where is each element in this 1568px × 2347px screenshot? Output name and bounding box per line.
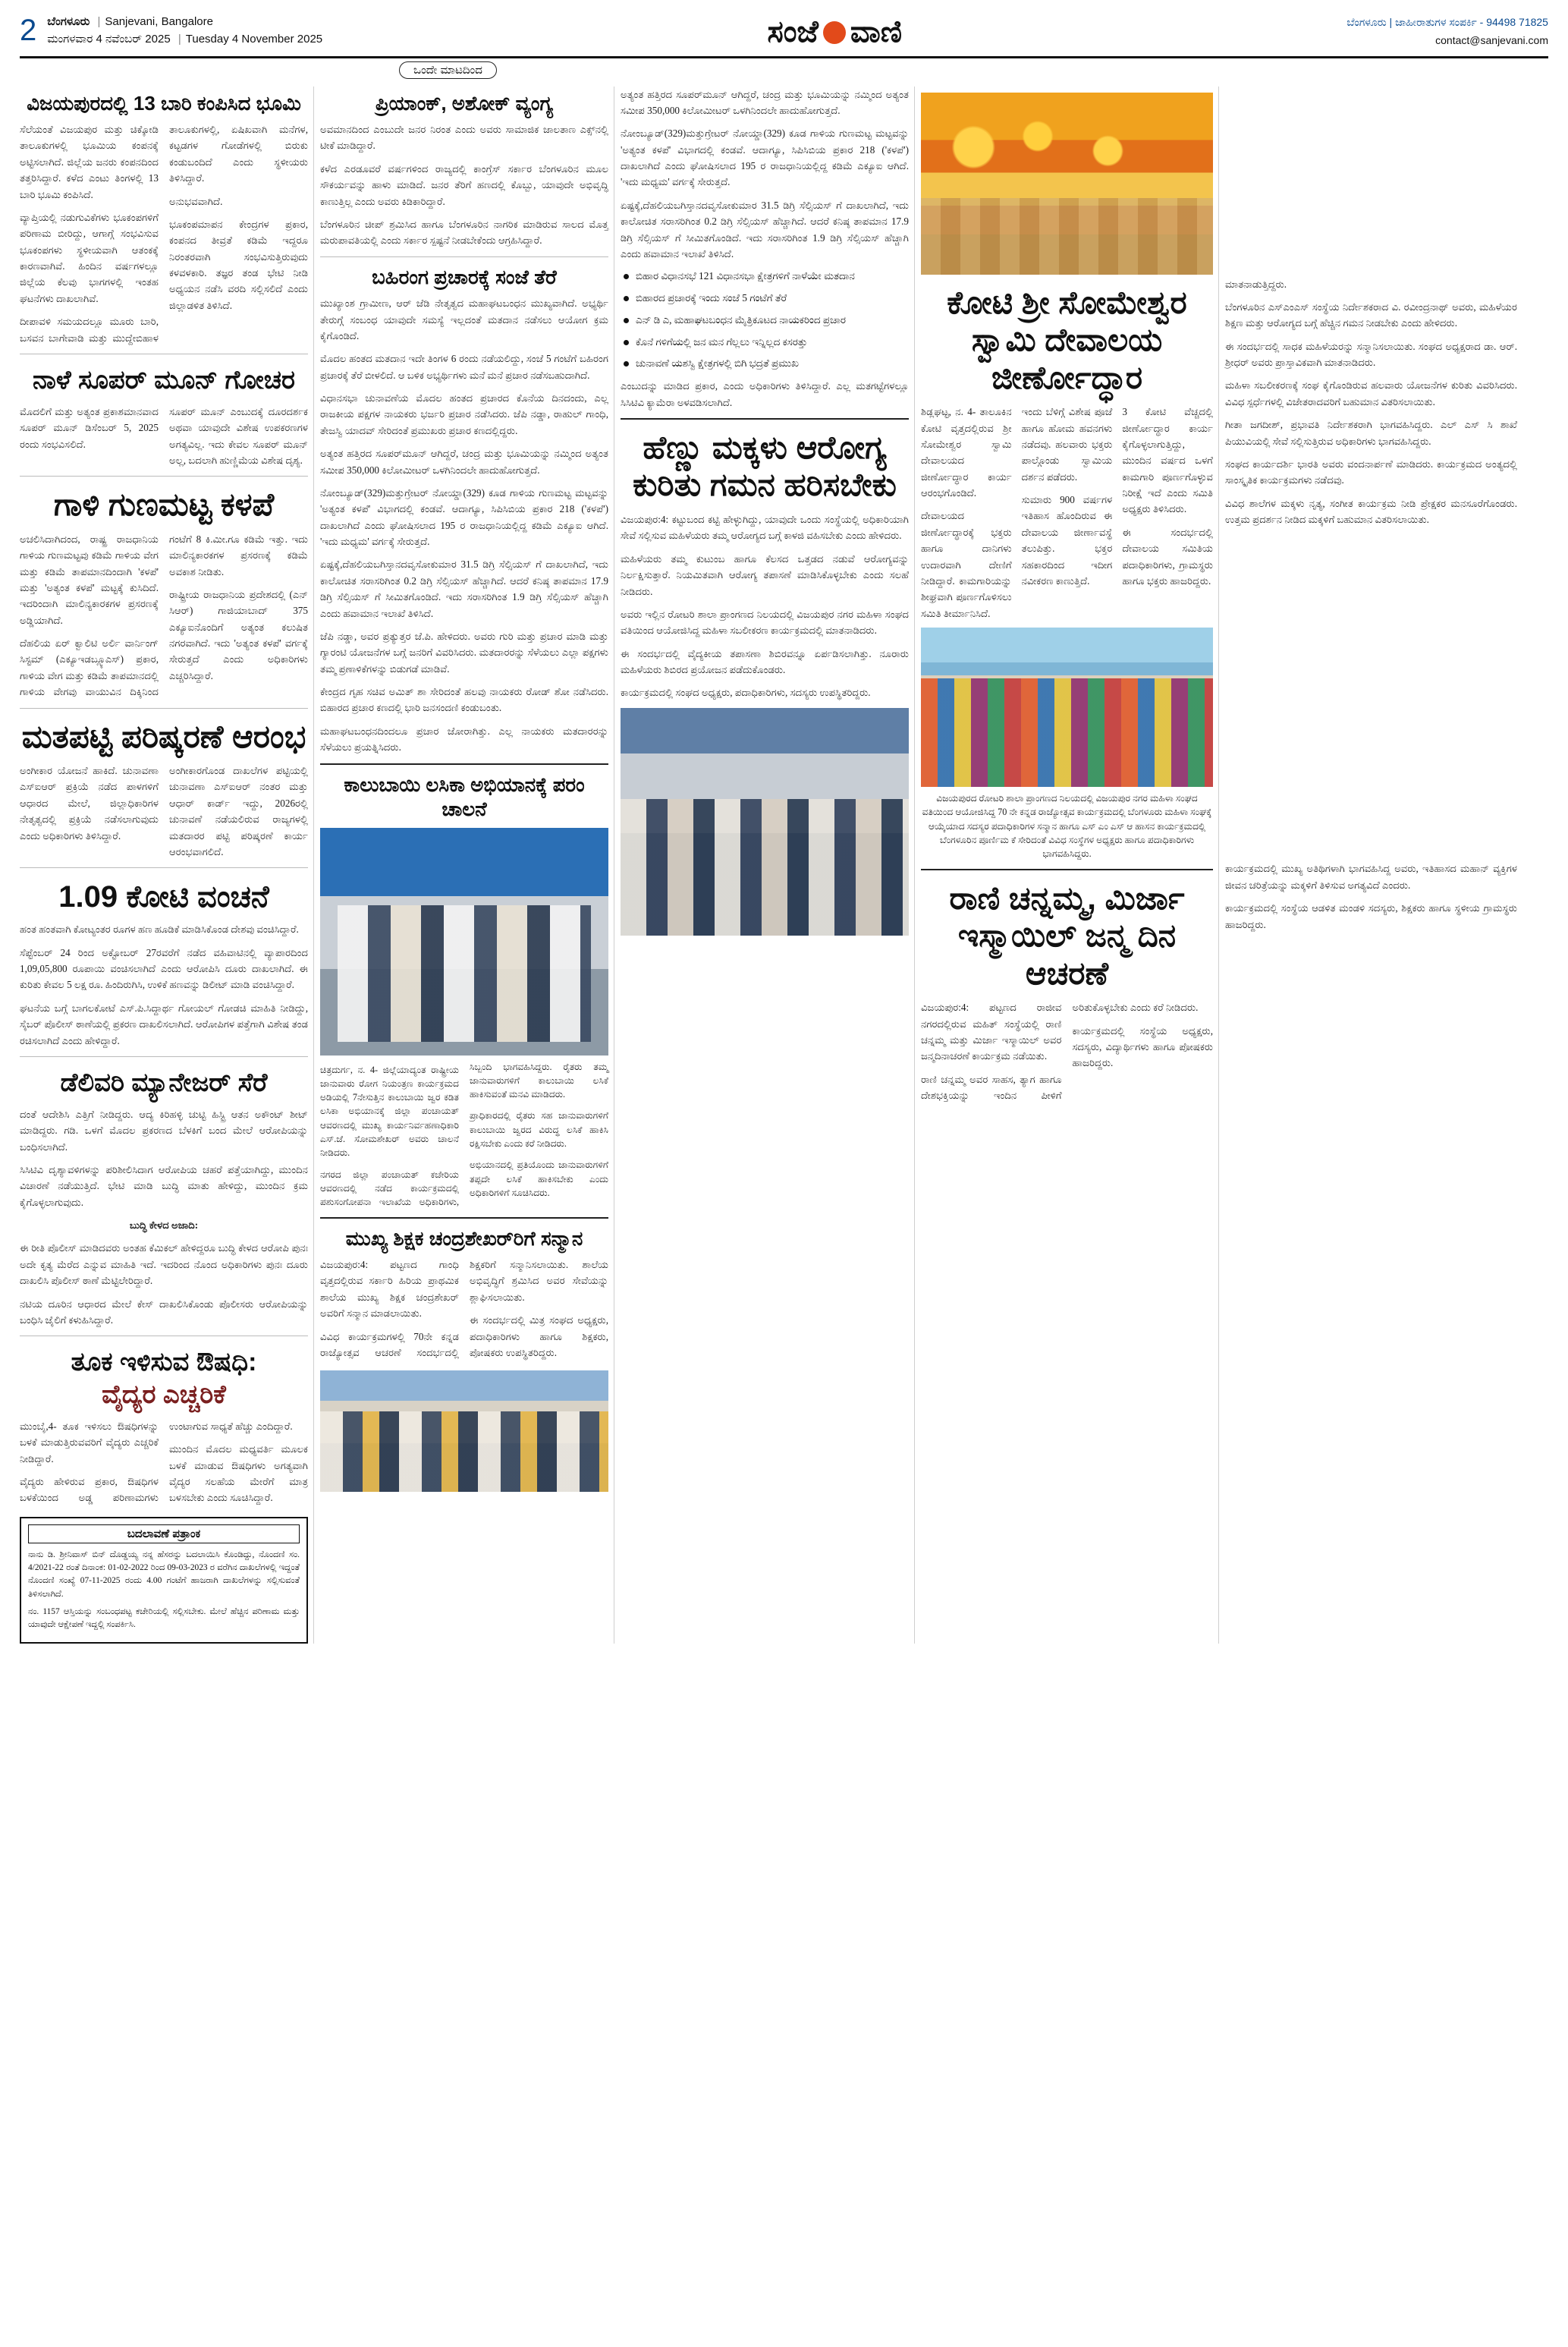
paragraph: ಜೆಪಿ ನಡ್ಡಾ, ಅವರ ಪ್ರತ್ಯುತ್ತರ ಜೆ.ಪಿ. ಹೇಳಿದರು. ಅವರು ಗುರಿ ಮತ್ತು ಪ್ರಚಾರ ಮಾಡಿ ಮತ್ತು ಗ್ಯಾರಂಟಿ ಯೋಜನೆಗಳ ಬಗ್ಗೆ ಜನರಿಗೆ ವಿವರಿಸಿದರು. ಮತದಾರರನ್ನು ಸೆಳೆಯಲು ಎಲ್ಲಾ ಪಕ್ಷಗಳು ತಮ್ಮ ಪ್ರಣಾಳಿಕೆಗಳನ್ನು ಬಿಡುಗಡೆ ಮಾಡಿವೆ. (320, 630, 608, 675)
paragraph: ಈ ಸಂದರ್ಭದಲ್ಲಿ ವೈದ್ಯಕೀಯ ತಪಾಸಣಾ ಶಿಬಿರವನ್ನೂ ಏರ್ಪಡಿಸಲಾಗಿತ್ತು. ನೂರಾರು ಮಹಿಳೆಯರು ಶಿಬಿರದ ಪ್ರಯೋಜನ ಪಡೆದುಕೊಂಡರು. (621, 647, 909, 676)
paragraph: ಎಂಬುದನ್ನು ಮಾಡಿದ ಪ್ರಕಾರ, ಎಂದು ಅಧಿಕಾರಿಗಳು ತಿಳಿಸಿದ್ದಾರೆ. ಎಲ್ಲ ಮತಗಟ್ಟೆಗಳಲ್ಲೂ ಸಿಸಿಟಿವಿ ಕ್ಯಾಮೆರಾ ಅಳವಡಿಸಲಾಗಿದೆ. (621, 380, 909, 408)
article-title-weightloss-2: ವೈದ್ಯರ ಎಚ್ಚರಿಕೆ (102, 1380, 226, 1410)
photo-caption-womens-association: ವಿಜಯಪುರದ ರೋಟರಿ ಶಾಲಾ ಪ್ರಾಂಗಣದ ನಿಲಯದಲ್ಲಿ ವಿಜಯಪುರ ನಗರ ಮಹಿಳಾ ಸಂಘದ ವತಿಯಿಂದ ಆಯೋಜಿಸಿದ್ದ 70 ನೇ ಕನ್ನಡ ರಾಜ್ಯೋತ್ಸವ ಕಾರ್ಯಕ್ರಮದಲ್ಲಿ ಬೆಂಗಳೂರು ಮಹಿಳಾ ಸಂಘಕ್ಕೆ ಆಯ್ಕೆಯಾದ ಸದಸ್ಯರ ಪದಾಧಿಕಾರಿಗಳ ಸನ್ಮಾನ ಹಾಗೂ ಎಸ್ ಎಂ ಎಸ್ ಆ ಹಾಸನ ಕಾರ್ಯಕ್ರಮದಲ್ಲಿ ಬೆಂಗಳೂರಿನ ಪೂರ್ಣಿಮ ಕೆ ಸೇರಿದಂತೆ ವಿವಿಧ ಸಂಸ್ಥೆಗಳ ಅಧ್ಯಕ್ಷರು ಹಾಗೂ ಪದಾಧಿಕಾರಿಗಳು ಭಾಗವಹಿಸಿದ್ದರು. (922, 793, 1212, 860)
article-body-vaccination (320, 1060, 608, 1210)
divider (20, 1056, 308, 1057)
article-body-campaign-ends (320, 295, 608, 755)
paragraph: ಅತ್ಯಂತ ಹತ್ತಿರದ ಸೂಪರ್‌ಮೂನ್ ಆಗಿದ್ದರೆ, ಚಂದ್ರ ಮತ್ತು ಭೂಮಿಯನ್ನು ನಮ್ಮಿಂದ ಅತ್ಯಂತ ಸಮೀಪ 350,000 ಕಿಲೋಮೀಟರ್ ಒಳಗಿನಿಂದಲೇ ಹಾದುಹೋಗುತ್ತದೆ. (320, 448, 608, 476)
paragraph: ಅವಮಾನದಿಂದ ಎಂಬುದೇ ಜನರ ನಿರಂತ ಎಂದು ಅವರು ಸಾಮಾಜಿಕ ಜಾಲತಾಣ ಎಕ್ಸ್‌ನಲ್ಲಿ ಟೀಕೆ ಮಾಡಿದ್ದಾರೆ. (320, 124, 608, 152)
paragraph: ಅತ್ಯಂತ ಹತ್ತಿರದ ಸೂಪರ್‌ಮೂನ್ ಆಗಿದ್ದರೆ, ಚಂದ್ರ ಮತ್ತು ಭೂಮಿಯನ್ನು ನಮ್ಮಿಂದ ಅತ್ಯಂತ ಸಮೀಪ 350,000 ಕಿಲೋಮೀಟರ್ ಒಳಗಿನಿಂದಲೇ ಹಾದುಹೋಗುತ್ತದೆ. (621, 88, 909, 116)
paragraph: ಹಂತ ಹಂತವಾಗಿ ಕೋಟ್ಯಂತರ ರೂಗಳ ಹಣ ಹೂಡಿಕೆ ಮಾಡಿಸಿಕೊಂಡ ದೇಶವು ವಂಚಿಸಿದ್ದಾರೆ. (20, 923, 299, 936)
paragraph: ಸೆಪ್ಟೆಂಬರ್ 24 ರಿಂದ ಅಕ್ಟೋಬರ್ 27ರವರೆಗೆ ನಡೆದ ವಹಿವಾಟಿನಲ್ಲಿ ವ್ಯಾಪಾರದಿಂದ 1,09,05,800 ರೂಪಾಯಿ ವಂಚಿಸಲಾಗಿದೆ ಎಂದು ಆರೋಪಿಸಿ ದೂರು ದಾಖಲಾಗಿದೆ. ಈ ಕುರಿತು ಕೇವಲ 5 ಲಕ್ಷ ರೂ. ಹಿಂದಿರುಗಿಸಿ, ಉಳಿಕೆ ಹಣವನ್ನು ಡಿಲೀಟ್ ಮಾಡಿ ವಂಚಿಸಿದ್ದಾರೆ. (20, 946, 308, 991)
masthead-city-kn: ಬೆಂಗಳೂರು (47, 15, 90, 28)
publication-logo (767, 14, 902, 49)
page-number: 2 (20, 14, 37, 47)
column-3 (621, 87, 909, 1644)
paragraph: ಸೆಲೆಯಂತೆ ವಿಜಯಪುರ ಮತ್ತು ಚಿಕ್ಕೋಡಿ ತಾಲೂಕುಗಳಲ್ಲಿ ಭೂಮಿಯ ಕಂಪನಕ್ಕೆ ಅಟ್ಟಿಸಲಾಗಿದೆ. ಜಿಲ್ಲೆಯ ಜನರು ಕಂಪನದಿಂದ ತತ್ತರಿಸಿದ್ದಾರೆ. ಕಳೆದ ಎಂಟು ತಿಂಗಳಲ್ಲಿ 13 ಬಾರಿ ಭೂಮಿ ಕಂಪಿಸಿದೆ. (20, 124, 159, 200)
article-body-voter-roll (20, 763, 308, 860)
paragraph: ವೈದ್ಯರು ಹೇಳಿರುವ ಪ್ರಕಾರ, ಔಷಧಿಗಳ ಬಳಕೆಯಿಂದ ಅಡ್ಡ ಪರಿಣಾಮಗಳು ಉಂಟಾಗುವ ಸಾಧ್ಯತೆ ಹೆಚ್ಚು ಎಂದಿದ್ದಾರೆ. (20, 1420, 293, 1504)
column-5 (1225, 87, 1517, 1644)
paragraph: ಅಂಗೀಕಾರ ಯೋಜನೆ ಹಾಕಿದೆ. ಚುನಾವಣಾ ಎಸ್‌ಐಆರ್‌ ಪ್ರಕ್ರಿಯೆ ನಡೆದ ಪಾಳಗಳಿಗೆ ಆಧಾರದ ಮೇಲೆ, ಜಿಲ್ಲಾಧಿಕಾರಿಗಳ ನೇತೃತ್ವದಲ್ಲಿ ಪ್ರಕ್ರಿಯೆ ನಡೆಸಲಾಗುವುದು ಎಂದು ಅಧಿಕಾರಿಗಳು ತಿಳಿಸಿದ್ದಾರೆ. (20, 765, 159, 842)
article-title-air-quality: ಗಾಳಿ ಗುಣಮಟ್ಟ ಕಳಪೆ (53, 486, 275, 523)
paragraph: ಕಾರ್ಯಕ್ರಮದಲ್ಲಿ ಮುಖ್ಯ ಅತಿಥಿಗಳಾಗಿ ಭಾಗವಹಿಸಿದ್ದ ಅವರು, ಇತಿಹಾಸದ ಮಹಾನ್ ವ್ಯಕ್ತಿಗಳ ಜೀವನ ಚರಿತ್ರೆಯನ್ನು ಮಕ್ಕಳಿಗೆ ತಿಳಿಸುವ ಅಗತ್ಯವಿದೆ ಎಂದರು. (1225, 863, 1517, 891)
article-body-priyank-ashok (320, 121, 608, 249)
paragraph: ಇಂದು ಬೆಳಿಗ್ಗೆ ವಿಶೇಷ ಪೂಜೆ ಹಾಗೂ ಹೋಮ ಹವನಗಳು ನಡೆದವು. ಹಲವಾರು ಭಕ್ತರು ಪಾಲ್ಗೊಂಡು ಸ್ವಾಮಿಯ ದರ್ಶನ ಪಡೆದರು. (1021, 406, 1113, 483)
paragraph: ಅವರು ಇಲ್ಲಿನ ರೋಟರಿ ಶಾಲಾ ಪ್ರಾಂಗಣದ ನಿಲಯದಲ್ಲಿ ವಿಜಯಪುರ ನಗರ ಮಹಿಳಾ ಸಂಘದ ವತಿಯಿಂದ ಆಯೋಜಿಸಿದ್ದ ಮಹಿಳಾ ಸಬಲೀಕರಣ ಕಾರ್ಯಕ್ರಮದಲ್ಲಿ ಮಾತನಾಡಿದರು. (621, 608, 909, 637)
article-body-anniversary-continued (1225, 860, 1517, 933)
paragraph: ಸಿಸಿಟಿವಿ ದೃಶ್ಯಾವಳಿಗಳನ್ನು ಪರಿಶೀಲಿಸಿದಾಗ ಆರೋಪಿಯ ಚಹರೆ ಪತ್ತೆಯಾಗಿದ್ದು, ಮುಂದಿನ ವಿಚಾರಣೆ ನಡೆಯುತ್ತಿದೆ. ಭೇಟಿ ಮಾಡಿ ಬುದ್ಧಿ ಮಾತು ಹೇಳಿದ್ದು, ಮುಂದಿನ ಕ್ರಮ ಕೈಗೊಳ್ಳಲಾಗುವುದು. (20, 1163, 308, 1208)
list-item: ಬಿಹಾರ ವಿಧಾನಸಭೆ 121 ವಿಧಾನಸಭಾ ಕ್ಷೇತ್ರಗಳಿಗೆ ನಾಳೆಯೇ ಮತದಾನ (624, 269, 909, 285)
masthead-date-kn: ಮಂಗಳವಾರ 4 ನವೆಂಬರ್ 2025 (47, 32, 171, 46)
divider (20, 708, 308, 709)
list-item: ಎನ್ ಡಿ ಎ, ಮಹಾಘಟಬಂಧನ ಮೈತ್ರಿಕೂಟದ ನಾಯಕರಿಂದ ಪ್ರಚಾರ (624, 313, 909, 329)
caption-paragraph: ನಗರದ ಜಿಲ್ಲಾ ಪಂಚಾಯತ್ ಕಚೇರಿಯ ಆವರಣದಲ್ಲಿ ನಡೆದ ಕಾರ್ಯಕ್ರಮದಲ್ಲಿ ಪಶುಸಂಗೋಪನಾ ಇಲಾಖೆಯ ಅಧಿಕಾರಿಗಳು, ಸಿಬ್ಬಂದಿ ಭಾಗವಹಿಸಿದ್ದರು. ರೈತರು ತಮ್ಮ ಜಾನುವಾರುಗಳಿಗೆ ಕಾಲುಬಾಯಿ ಲಸಿಕೆ ಹಾಕಿಸುವಂತೆ ಮನವಿ ಮಾಡಿದರು. (320, 1061, 608, 1208)
paragraph: ಅಚಲಿಸಿದಾಗಿದಂದ, ರಾಷ್ಟ್ರ ರಾಜಧಾನಿಯ ಗಾಳಿಯ ಗುಣಮಟ್ಟವು ಕಡಿಮೆ ಗಾಳಿಯ ವೇಗ ಮತ್ತು ಕಡಿಮೆ ತಾಪಮಾನದಿಂದಾಗಿ 'ಕಳಪೆ' ಮತ್ತು 'ಅತ್ಯಂತ ಕಳಪೆ' ಮಟ್ಟಕ್ಕೆ ಕುಸಿದಿದೆ. ಇದರಿಂದಾಗಿ ಮಾಲಿನ್ಯಕಾರಕಗಳ ಪ್ರಸರಣಕ್ಕೆ ಅಡ್ಡಿಯಾಗಿದೆ. (20, 533, 159, 626)
paragraph: ಬೆಂಗಳೂರಿನ ಎಸ್‌ಎಂಎಸ್ ಸಂಸ್ಥೆಯ ನಿರ್ದೇಶಕರಾದ ವಿ. ರವೀಂದ್ರನಾಥ್ ಅವರು, ಮಹಿಳೆಯರ ಶಿಕ್ಷಣ ಮತ್ತು ಆರೋಗ್ಯದ ಬಗ್ಗೆ ಹೆಚ್ಚಿನ ಗಮನ ನೀಡಬೇಕು ಎಂದು ಹೇಳಿದರು. (1225, 300, 1517, 329)
paragraph: ರಾಣಿ ಚನ್ನಮ್ಮ ಅವರ ಸಾಹಸ, ತ್ಯಾಗ ಹಾಗೂ ದೇಶಭಕ್ತಿಯನ್ನು ಇಂದಿನ ಪೀಳಿಗೆ ಅರಿತುಕೊಳ್ಳಬೇಕು ಎಂದು ಕರೆ ನೀಡಿದರು. (921, 1002, 1199, 1102)
paragraph: ಮುಖ್ಯಾಂಶ ಗ್ರಾಮೀಣ, ಆರ್ ಜೆಡಿ ನೇತೃತ್ವದ ಮಹಾಘಟಬಂಧನ ಮುಖ್ಯವಾಗಿದೆ. ಅಭ್ಯರ್ಥಿ ತೇರುಗ್ಗೆ ಸಂಬಂಧ ಯಾವುದೇ ಸಮಸ್ಯೆ ಇಲ್ಲದಂತೆ ಮತದಾನ ನಡೆಸಲು ಆಯೋಗ ಕ್ರಮ ಕೈಗೊಂಡಿದೆ. (320, 297, 608, 341)
article-body-temple-renovation (921, 404, 1213, 621)
paragraph: ಸುಮಾರು 900 ವರ್ಷಗಳ ಇತಿಹಾಸ ಹೊಂದಿರುವ ಈ ದೇವಾಲಯ ಜೀರ್ಣಾವಸ್ಥೆ ತಲುಪಿತ್ತು. ಭಕ್ತರ ಸಹಕಾರದಿಂದ ಇದೀಗ ನವೀಕರಣ ಕಾಣುತ್ತಿದೆ. (1021, 494, 1113, 587)
dateline: ಮುಂಬೈ,4- ತೂಕ ಇಳಿಸಲು ಔಷಧಿಗಳನ್ನು ಬಳಕೆ ಮಾಡುತ್ತಿರುವವರಿಗೆ ವೈದ್ಯರು ಎಚ್ಚರಿಕೆ ನೀಡಿದ್ದಾರೆ. (20, 1420, 159, 1465)
masthead-left (20, 14, 322, 48)
article-title-campaign-ends: ಬಹಿರಂಗ ಪ್ರಚಾರಕ್ಕೆ ಸಂಜೆ ತೆರೆ (372, 265, 557, 288)
divider (20, 867, 308, 868)
notice-paragraph: ನಾನು ಡಿ. ಶ್ರೀನಿವಾಸ್ ಬಿನ್ ದೊಡ್ಡಯ್ಯ ನನ್ನ ಹೆಸರನ್ನು ಬದಲಾಯಿಸಿ ಕೊಂಡಿದ್ದು, ನೊಂದಣಿ ಸಂ. 4/2021-22 ರಂತೆ ದಿನಾಂಕ: 01-02-2022 ರಿಂದ 09-03-2023 ರ ವರೆಗಿನ ದಾಖಲೆಗಳಲ್ಲಿ ಇದ್ದಂತೆ ನೊಂದಣಿ ಸಂಖ್ಯೆ 07-11-2025 ರಂದು 4.00 ಗಂಟೆಗೆ ಹಾಜರಾಗಿ ದಾಖಲೆಗಳನ್ನು ಸಲ್ಲಿಸುವಂತೆ ತಿಳಿಸಲಾಗಿದೆ. (28, 1550, 300, 1599)
paragraph: ವಿಜಯಪುರ:4: ಪಟ್ಟಣದ ಗಾಂಧಿ ವೃತ್ತದಲ್ಲಿರುವ ಸರ್ಕಾರಿ ಹಿರಿಯ ಪ್ರಾಥಮಿಕ ಶಾಲೆಯ ಮುಖ್ಯ ಶಿಕ್ಷಕ ಚಂದ್ರಶೇಖರ್ ಅವರಿಗೆ ಸನ್ಮಾನ ಮಾಡಲಾಯಿತು. (320, 1259, 459, 1320)
article-title-girls-health: ಹೆಣ್ಣು ಮಕ್ಕಳು ಆರೋಗ್ಯ ಕುರಿತು ಗಮನ ಹರಿಸಬೇಕು (633, 429, 897, 503)
photo-vaccination-launch (320, 828, 608, 1056)
spacer (1225, 87, 1517, 276)
article-title-earthquake: ವಿಜಯಪುರದಲ್ಲಿ 13 ಬಾರಿ ಕಂಪಿಸಿದ ಭೂಮಿ (27, 91, 301, 115)
paragraph: ನೋಂಬ್ಯೂಡ್(329)ಮತ್ತುಗ್ರೇಟರ್ ನೋಯ್ಡಾ(329) ಕೂಡ ಗಾಳಿಯ ಗುಣಮಟ್ಟ ಮಟ್ಟವನ್ನು 'ಅತ್ಯಂತ ಕಳಪೆ' ವಿಭಾಗದಲ್ಲಿ ಕಂಡವೆ. ಆದಾಗ್ಯೂ, ಸಿಪಿಸಿಬಿಯ ಪ್ರಕಾರ 218 ('ಕಳಪೆ') ದಾಖಲಾಗಿದೆ ಎಂದು ಘೋಷಿಸಲಾದ 195 ರ ರಾಜಧಾನಿಯಲ್ಲಿದ್ದ ಕಡಿಮೆ ಎಕ್ಯೂಐ ಆಗಿದೆ. 'ಇದು ಮಧ್ಯಮ' ವರ್ಗಕ್ಕೆ ಸೇರುತ್ತದೆ. (320, 486, 608, 548)
paragraph: ಈ ಸಂದರ್ಭದಲ್ಲಿ ಮಿತ್ರ ಸಂಘದ ಅಧ್ಯಕ್ಷರು, ಪದಾಧಿಕಾರಿಗಳು ಹಾಗೂ ಶಿಕ್ಷಕರು, ಪೋಷಕರು ಉಪಸ್ಥಿತರಿದ್ದರು. (470, 1314, 608, 1358)
logo-dot-icon (823, 21, 846, 44)
paragraph: 3 ಕೋಟಿ ವೆಚ್ಚದಲ್ಲಿ ಜೀರ್ಣೋದ್ಧಾರ ಕಾರ್ಯ ಕೈಗೊಳ್ಳಲಾಗುತ್ತಿದ್ದು, ಮುಂದಿನ ವರ್ಷದ ಒಳಗೆ ಕಾಮಗಾರಿ ಪೂರ್ಣಗೊಳ್ಳುವ ನಿರೀಕ್ಷೆ ಇದೆ ಎಂದು ಸಮಿತಿ ಅಧ್ಯಕ್ಷರು ತಿಳಿಸಿದರು. (1122, 406, 1213, 515)
paragraph: ಮೊದಲ ಹಂತದ ಮತದಾನ ಇದೇ ತಿಂಗಳ 6 ರಂದು ನಡೆಯಲಿದ್ದು, ಸಂಜೆ 5 ಗಂಟೆಗೆ ಬಹಿರಂಗ ಪ್ರಚಾರಕ್ಕೆ ತೆರೆ ಬೀಳಲಿದೆ. ಆ ಬಳಿಕ ಅಭ್ಯರ್ಥಿಗಳು ಮನೆ ಮನೆ ಪ್ರಚಾರ ನಡೆಸಬಹುದಾಗಿದೆ. (320, 353, 608, 381)
paragraph: ಕಾರ್ಯಕ್ರಮದಲ್ಲಿ ಸಂಘದ ಅಧ್ಯಕ್ಷರು, ಪದಾಧಿಕಾರಿಗಳು, ಸದಸ್ಯರು ಉಪಸ್ಥಿತರಿದ್ದರು. (621, 687, 871, 699)
article-body-birth-anniversary (921, 999, 1213, 1103)
paragraph: ಮುಂದಿನ ಮೊದಲ ಮಧ್ಯವರ್ತಿ ಮೂಲಕ ಬಳಕೆ ಮಾಡುವ ಔಷಧಿಗಳು ಅಗತ್ಯವಾಗಿ ವೈದ್ಯರ ಸಲಹೆಯ ಮೇರೆಗೆ ಮಾತ್ರ ಬಳಸಬೇಕು ಎಂದು ಸೂಚಿಸಿದ್ದಾರೆ. (169, 1443, 308, 1504)
article-title-priyank-ashok: ಪ್ರಿಯಾಂಕ್, ಅಶೋಕ್ ವ್ಯಂಗ್ಯ (375, 91, 554, 115)
paragraph: ವಿಜಯಪುರ:4: ಪಟ್ಟಣದ ರಾಜೀವ ನಗರದಲ್ಲಿರುವ ಮಹಿತ್ ಸಂಸ್ಥೆಯಲ್ಲಿ ರಾಣಿ ಚನ್ನಮ್ಮ ಮತ್ತು ಮಿರ್ಜಾ ಇಸ್ಮಾಯಿಲ್ ಅವರ ಜನ್ಮದಿನಾಚರಣೆ ಕಾರ್ಯಕ್ರಮ ನಡೆಯಿತು. (921, 1002, 1062, 1062)
paragraph: ನೋಂಬ್ಯೂಡ್(329)ಮತ್ತುಗ್ರೇಟರ್ ನೋಯ್ಡಾ(329) ಕೂಡ ಗಾಳಿಯ ಗುಣಮಟ್ಟ ಮಟ್ಟವನ್ನು 'ಅತ್ಯಂತ ಕಳಪೆ' ವಿಭಾಗದಲ್ಲಿ ಕಂಡವೆ. ಆದಾಗ್ಯೂ, ಸಿಪಿಸಿಬಿಯ ಪ್ರಕಾರ 218 ('ಕಳಪೆ') ದಾಖಲಾಗಿದೆ ಎಂದು ಘೋಷಿಸಲಾದ 195 ರ ರಾಜಧಾನಿಯಲ್ಲಿದ್ದ ಕಡಿಮೆ ಎಕ್ಯೂಐ ಆಗಿದೆ. 'ಇದು ಮಧ್ಯಮ' ವರ್ಗಕ್ಕೆ ಸೇರುತ್ತದೆ. (621, 127, 909, 188)
paragraph: ರಾಷ್ಟ್ರೀಯ ರಾಜಧಾನಿಯ ಪ್ರದೇಶದಲ್ಲಿ (ಎನ್ ಸಿಆರ್) ಗಾಜಿಯಾಬಾದ್ 375 ಎಕ್ಯೂಐನೊಂದಿಗೆ ಅತ್ಯಂತ ಕಲುಷಿತ ನಗರವಾಗಿದೆ. ಇದು 'ಅತ್ಯಂತ ಕಳಪೆ' ವರ್ಗಕ್ಕೆ ಸೇರುತ್ತದೆ ಎಂದು ಅಧಿಕಾರಿಗಳು ಎಚ್ಚರಿಸಿದ್ದಾರೆ. (169, 588, 308, 681)
paragraph: ಈ ರೀತಿ ಪೊಲೀಸ್ ಮಾಡಿದವರು ಅಂತಹ ಕೆಮಿಕಲ್ ಹೇಳಿದ್ದರೂ ಬುದ್ಧಿ ಕೇಳದ ಆರೋಪಿ ಪುನಃ ಅದೇ ಕೃತ್ಯ ಮೆರೆದ ಎನ್ನುವ ಮಾಹಿತಿ ಇದೆ. ಇದರಿಂದ ನೊಂದ ಅಧಿಕಾರಿಗಳು ಪುನಃ ದೂರು ದಾಖಲಿಸಿ ಪೊಲೀಸ್ ಠಾಣೆ ಮೆಟ್ಟಿಲೇರಿದ್ದಾರೆ. (20, 1242, 308, 1287)
paragraph: ಗೀತಾ ಜಗದೀಶ್, ಪ್ರಭಾವತಿ ನಿರ್ದೇಶಕರಾಗಿ ಭಾಗವಹಿಸಿದ್ದರು. ಎಲ್ ಎಸ್ ಸಿ ಶಾಖೆ ಪಿಯುವಿಯಲ್ಲಿ ಸೇವೆ ಸಲ್ಲಿಸುತ್ತಿರುವ ಅಧಿಕಾರಿಗಳು ಭಾಗವಹಿಸಿದ್ದರು. (1225, 419, 1517, 447)
paragraph: ದೇವಾಲಯದ ಜೀರ್ಣೋದ್ಧಾರಕ್ಕೆ ಭಕ್ತರು ಹಾಗೂ ದಾನಿಗಳು ಉದಾರವಾಗಿ ದೇಣಿಗೆ ನೀಡಿದ್ದಾರೆ. ಕಾಮಗಾರಿಯನ್ನು ಶೀಘ್ರವಾಗಿ ಪೂರ್ಣಗೊಳಿಸಲು ಸಮಿತಿ ತೀರ್ಮಾನಿಸಿದೆ. (921, 510, 1012, 619)
paragraph: ಕಾರ್ಯಕ್ರಮದಲ್ಲಿ ಸಂಸ್ಥೆಯ ಆಡಳಿತ ಮಂಡಳಿ ಸದಸ್ಯರು, ಶಿಕ್ಷಕರು ಹಾಗೂ ಸ್ಥಳೀಯ ಗ್ರಾಮಸ್ಥರು ಹಾಜರಿದ್ದರು. (1225, 902, 1517, 930)
paragraph: ನಟಿಯ ದೂರಿನ ಆಧಾರದ ಮೇಲೆ ಕೇಸ್ ದಾಖಲಿಸಿಕೊಂಡು ಪೊಲೀಸರು ಆರೋಪಿಯನ್ನು ಬಂಧಿಸಿ ಜೈಲಿಗೆ ಕಳುಹಿಸಿದ್ದಾರೆ. (20, 1298, 308, 1326)
paragraph: ಏಷ್ಟಕ್ಕೆ,ದೆಹಲಿಯಬಗಿಸ್ತಾನದವೃಸೋಕುಮಾರ 31.5 ಡಿಗ್ರಿ ಸೆಲ್ಸಿಯಸ್ ಗೆ ದಾಖಲಾಗಿದೆ, ಇದು ಕಾಲೋಚಿತ ಸರಾಸರಿಗಿಂತ 0.2 ಡಿಗ್ರಿ ಸೆಲ್ಸಿಯಸ್ ಹೆಚ್ಚಾಗಿದೆ. ಆದರೆ ಕನಿಷ್ಠ ತಾಪಮಾನ 17.9 ಡಿಗ್ರಿ ಸೆಲ್ಸಿಯಸ್ ಗೆ ಸೀಮಿತಗೊಂಡಿದೆ. ಇದು ಸರಾಸರಿಗಿಂತ 1.9 ಡಿಗ್ರಿ ಸೆಲ್ಸಿಯಸ್ ಹೆಚ್ಚಾಗಿ ಎಂದು ಹವಾಮಾನ ಇಲಾಖೆ ತಿಳಿಸಿದೆ. (621, 199, 909, 260)
ad-contact-phone: ಬೆಂಗಳೂರು | ಜಾಹೀರಾತುಗಳ ಸಂಪರ್ಕಿ - 94498 71825 (1346, 16, 1548, 28)
masthead-date-en: Tuesday 4 November 2025 (185, 32, 323, 46)
notice-title: ಬದಲಾವಣೆ ಪತ್ರಾಂಕ (28, 1524, 300, 1543)
paragraph: ಸಂಘದ ಕಾರ್ಯದರ್ಶಿ ಭಾರತಿ ಅವರು ವಂದನಾರ್ಪಣೆ ಮಾಡಿದರು. ಕಾರ್ಯಕ್ರಮದ ಅಂತ್ಯದಲ್ಲಿ ಸಾಂಸ್ಕೃತಿಕ ಕಾರ್ಯಕ್ರಮಗಳು ನಡೆದವು. (1225, 458, 1517, 486)
list-item: ಬಿಹಾರದ ಪ್ರಚಾರಕ್ಕೆ ಇಂದು ಸಂಜೆ 5 ಗಂಟೆಗೆ ತೆರೆ (624, 291, 909, 307)
paragraph: ವಿವಿಧ ಶಾಲೆಗಳ ಮಕ್ಕಳು ನೃತ್ಯ, ಸಂಗೀತ ಕಾರ್ಯಕ್ರಮ ನೀಡಿ ಪ್ರೇಕ್ಷಕರ ಮನಸೂರೆಗೊಂಡರು. ಉತ್ತಮ ಪ್ರದರ್ಶನ ನೀಡಿದ ಮಕ್ಕಳಿಗೆ ಬಹುಮಾನ ವಿತರಿಸಲಾಯಿತು. (1225, 497, 1517, 526)
article-body-air-quality (20, 531, 308, 700)
paragraph: ಕಳೆದ ಎರಡೂವರೆ ವರ್ಷಗಳಿಂದ ರಾಜ್ಯದಲ್ಲಿ ಕಾಂಗ್ರೆಸ್ ಸರ್ಕಾರ ಬೆಂಗಳೂರಿನ ಮೂಲ ಸೌಕರ್ಯವನ್ನು ಹಾಳು ಮಾಡಿದೆ. ಜನರ ತೆರಿಗೆ ಹಣದಲ್ಲಿ ಕೊಬ್ಬು, ಯಾವುದೇ ಅಭಿವೃದ್ಧಿ ಕಾಣುತ್ತಿಲ್ಲ ಎಂದು ಅವರು ಕಿಡಿಕಾರಿದ್ದಾರೆ. (320, 162, 608, 207)
article-title-fraud: 1.09 ಕೋಟಿ ವಂಚನೆ (58, 880, 269, 914)
paragraph: ಘಟನೆಯ ಬಗ್ಗೆ ಬಾಗಲಕೋಟೆ ಎಸ್‌.ಪಿ.ಸಿದ್ದಾರ್ಥ ಗೋಯಲ್ ಗೋಡಚಿ ಮಾಹಿತಿ ನೀಡಿದ್ದು, ಸೈಬರ್ ಪೊಲೀಸ್ ಠಾಣೆಯಲ್ಲಿ ಪ್ರಕರಣ ದಾಖಲಿಸಲಾಗಿದೆ. ಆರೋಪಿಗಳ ಪತ್ತೆಗಾಗಿ ವಿಶೇಷ ತಂಡ ರಚಿಸಲಾಗಿದೆ ಎಂದು ಹೇಳಿದ್ದಾರೆ. (20, 1002, 308, 1046)
notice-paragraph: ನಂ. 1157 ಆಸ್ತಿಯನ್ನು ಸಂಬಂಧಪಟ್ಟ ಕಚೇರಿಯಲ್ಲಿ ಸಲ್ಲಿಸಬೇಕು. ಮೇಲೆ ಹೆಚ್ಚಿನ ಪರಿಣಾಮ ಮತ್ತು ಯಾವುದೇ ಆಕ್ಷೇಪಣೆ ಇದ್ದಲ್ಲಿ ಸಂಪರ್ಕಿಸಿ. (28, 1606, 300, 1629)
paragraph: ಬೆಂಗಳೂರಿನ ಚೀಪ್ ಶ್ರಮಿಸಿದ ಹಾಗೂ ಬೆಂಗಳೂರಿನ ನಾಗರಿಕ ಮಾಡಿರುವ ಸಾಲದ ಮೊತ್ತ ಮರುಪಾವತಿಯಲ್ಲಿ ಎಂದು ಸರ್ಕಾರ ಸ್ಪಷ್ಟನೆ ನೀಡಬೇಕೆಂದು ಆಗ್ರಹಿಸಿದ್ದಾರೆ. (320, 218, 608, 247)
sub-bar (20, 58, 1548, 80)
paragraph: ಏಷ್ಟಕ್ಕೆ,ದೆಹಲಿಯಬಗಿಸ್ತಾನದವೃಸೋಕುಮಾರ 31.5 ಡಿಗ್ರಿ ಸೆಲ್ಸಿಯಸ್ ಗೆ ದಾಖಲಾಗಿದೆ, ಇದು ಕಾಲೋಚಿತ ಸರಾಸರಿಗಿಂತ 0.2 ಡಿಗ್ರಿ ಸೆಲ್ಸಿಯಸ್ ಹೆಚ್ಚಾಗಿದೆ. ಆದರೆ ಕನಿಷ್ಠ ತಾಪಮಾನ 17.9 ಡಿಗ್ರಿ ಸೆಲ್ಸಿಯಸ್ ಗೆ ಸೀಮಿತಗೊಂಡಿದೆ. ಇದು ಸರಾಸರಿಗಿಂತ 1.9 ಡಿಗ್ರಿ ಸೆಲ್ಸಿಯಸ್ ಹೆಚ್ಚಾಗಿ ಎಂದು ಹವಾಮಾನ ಇಲಾಖೆ ತಿಳಿಸಿದೆ. (320, 558, 608, 619)
masthead-contact (1346, 14, 1548, 50)
article-body-fraud (20, 921, 308, 1049)
paragraph: ಮಹಾಘಟಬಂಧನದಿಂದಲೂ ಪ್ರಚಾರ ಜೋರಾಗಿತ್ತು. ಎಲ್ಲ ನಾಯಕರು ಮತದಾರರನ್ನು ಸೆಳೆಯಲು ಪ್ರಯತ್ನಿಸಿದರು. (320, 725, 608, 753)
paragraph: ಮೊದಲಿಗೆ ಮತ್ತು ಅತ್ಯಂತ ಪ್ರಕಾಶಮಾನವಾದ ಸೂಪರ್ ಮೂನ್ ಡಿಸೆಂಬರ್ 5, 2025 ರಂದು ಸಂಭವಿಸಲಿದೆ. (20, 405, 159, 450)
caption-paragraph: ಅಭಿಯಾನದಲ್ಲಿ ಪ್ರತಿಯೊಂದು ಜಾನುವಾರುಗಳಿಗೆ ತಪ್ಪದೇ ಲಸಿಕೆ ಹಾಕಿಸಬೇಕು ಎಂದು ಅಧಿಕಾರಿಗಳಿಗೆ ಸೂಚಿಸಿದರು. (470, 1159, 608, 1198)
article-title-temple-renovation: ಕೋಟಿ ಶ್ರೀ ಸೋಮೇಶ್ವರ ಸ್ವಾಮಿ ದೇವಾಲಯ ಜೀರ್ಣೋದ್ಧಾರ (947, 284, 1187, 395)
divider (320, 1217, 608, 1219)
paragraph: ಶಿಡ್ಲಘಟ್ಟ, ನ. 4- ತಾಲೂಕಿನ ಕೋಟಿ ವೃತ್ತದಲ್ಲಿರುವ ಶ್ರೀ ಸೋಮೇಶ್ವರ ಸ್ವಾಮಿ ದೇವಾಲಯದ ಜೀರ್ಣೋದ್ಧಾರ ಕಾರ್ಯ ಆರಂಭಗೊಂಡಿದೆ. (921, 406, 1012, 499)
photo-temple-decoration (921, 93, 1213, 275)
paragraph: ಕಾರ್ಯಕ್ರಮದಲ್ಲಿ ಸಂಸ್ಥೆಯ ಅಧ್ಯಕ್ಷರು, ಸದಸ್ಯರು, ವಿದ್ಯಾರ್ಥಿಗಳು ಹಾಗೂ ಪೋಷಕರು ಹಾಜರಿದ್ದರು. (1072, 1024, 1213, 1069)
article-body-teacher-felicitation (320, 1257, 608, 1364)
list-item: ಕೊನೆ ಗಳಿಗೆಯಲ್ಲಿ ಜನ ಮನ ಗೆಲ್ಲಲು ಇನ್ನಿಲ್ಲದ ಕಸರತ್ತು (624, 335, 909, 351)
article-title-weightloss-1: ತೂಕ ಇಳಿಸುವ ಔಷಧಿ: (71, 1348, 257, 1377)
divider (921, 869, 1213, 870)
article-title-teacher-felicitation: ಮುಖ್ಯ ಶಿಕ್ಷಕ ಚಂದ್ರಶೇಖರ್‌ರಿಗೆ ಸನ್ಮಾನ (345, 1226, 583, 1250)
paragraph: ವ್ಯಾಪ್ತಿಯಲ್ಲಿ ನಡುಗುವಿಕೆಗಳು ಭೂಕಂಪಗಳಿಗೆ ಪರಿಣಾಮ ಬೀರಿದ್ದು, ಆಗಾಗ್ಗೆ ಸಂಭವಿಸುವ ಭೂಕಂಪಗಳು ಸ್ಥಳೀಯವಾಗಿ ಆತಂಕಕ್ಕೆ ಕಾರಣವಾಗಿವೆ. ಹಿಂದಿನ ವರ್ಷಗಳಲ್ಲೂ ಜಿಲ್ಲೆಯ ಕೆಲವು ಭಾಗಗಳಲ್ಲಿ ಇಂತಹ ಘಟನೆಗಳು ದಾಖಲಾಗಿವೆ. (20, 211, 159, 304)
photo-womens-meeting (621, 708, 909, 936)
paragraph: ದೀಪಾವಳಿ ಸಮಯದಲ್ಲೂ ಮೂರು ಬಾರಿ, ಬಸವನ ಬಾಗೇವಾಡಿ ಮತ್ತು ಮುದ್ದೇಬಿಹಾಳ ತಾಲೂಕುಗಳಲ್ಲಿ, ಏಷಿಖವಾಗಿ ಮನೆಗಳ, ಕಟ್ಟಡಗಳ ಗೋಡೆಗಳಲ್ಲಿ ಬಿರುಕು ಕಂಡುಬಂದಿದೆ ಎಂದು ಸ್ಥಳೀಯರು ತಿಳಿಸಿದ್ದಾರೆ. (20, 124, 308, 344)
column-4 (921, 87, 1213, 1644)
paragraph: ಅನುಭವವಾಗಿದೆ. (169, 195, 223, 207)
caption-paragraph: ಪ್ರಾಧಿಕಾರದಲ್ಲಿ ರೈತರು ಸಹ ಜಾನುವಾರುಗಳಿಗೆ ಕಾಲುಬಾಯಿ ಜ್ವರದ ವಿರುದ್ಧ ಲಸಿಕೆ ಹಾಕಿಸಿ ರಕ್ಷಿಸಬೇಕು ಎಂದು ಕರೆ ನೀಡಿದರು. (470, 1110, 608, 1150)
column-1 (20, 87, 308, 1644)
divider (621, 418, 909, 420)
paragraph: ದೆಹಲಿಯ ಏರ್ ಕ್ವಾಲಿಟಿ ಅರ್ಲಿ ವಾರ್ನಿಂಗ್ ಸಿಸ್ಟಮ್ (ಎಕ್ಯೂಇಡಬ್ಲ್ಯೂಎಸ್) ಪ್ರಕಾರ, ಗಾಳಿಯ ವೇಗ ಮತ್ತು ಕಡಿಮೆ ತಾಪಮಾನದಲ್ಲಿ ಗಾಳಿಯ ವೇಗವು ವಾಯುವಿನ ದಿಕ್ಕಿನಿಂದ ಗಂಟೆಗೆ 8 ಕಿ.ಮೀ.ಗೂ ಕಡಿಮೆ ಇತ್ತು. ಇದು ಮಾಲಿನ್ಯಕಾರಕಗಳ ಪ್ರಸರಣಕ್ಕೆ ಕಡಿಮೆ ಅವಕಾಶ ನೀಡಿತು. (20, 533, 308, 698)
logo-text-right: ವಾಣಿ (850, 15, 903, 49)
caption-paragraph: ಚಿತ್ರದುರ್ಗ, ನ. 4- ಜಿಲ್ಲೆಯಾದ್ಯಂತ ರಾಷ್ಟ್ರೀಯ ಜಾನುವಾರು ರೋಗ ನಿಯಂತ್ರಣ ಕಾರ್ಯಕ್ರಮದ ಅಡಿಯಲ್ಲಿ 7ನೇಸುತ್ತಿನ ಕಾಲುಬಾಯಿ ಜ್ವರ ಕಡಿತ ಲಸಿಕಾ ಅಭಿಯಾನಕ್ಕೆ ಜಿಲ್ಲಾ ಪಂಚಾಯತ್ ಆವರಣದಲ್ಲಿ ಮುಖ್ಯ ಕಾರ್ಯನಿರ್ವಹಣಾಧಿಕಾರಿ ಎಸ್.ಜೆ. ಸೋಮಶೇಖರ್ ಅವರು ಚಾಲನೆ ನೀಡಿದರು. (320, 1064, 459, 1159)
paragraph: ಅಂಗೀಕಾರಗೊಂಡ ದಾಖಲೆಗಳ ಪಟ್ಟಿಯಲ್ಲಿ ಚುನಾವಣಾ ಎಸ್‌ಐಆರ್ ನಂತರ ಮತ್ತು ಆಧಾರ್ ಕಾರ್ಡ್ ಇದ್ದು, 2026ರಲ್ಲಿ ಚುನಾವಣೆ ನಡೆಯಲಿರುವ ರಾಜ್ಯಗಳಲ್ಲಿ ಮತದಾರರ ಪಟ್ಟಿ ಪರಿಷ್ಕರಣೆ ಕಾರ್ಯ ಆರಂಭವಾಗಲಿದೆ. (169, 765, 308, 857)
bihar-highlights-list (621, 269, 909, 372)
article-title-supermoon: ನಾಳೆ ಸೂಪರ್ ಮೂನ್ ಗೋಚರ (32, 365, 295, 395)
article-title-delivery-manager: ಡೆಲಿವರಿ ಮ್ಯಾನೇಜರ್ ಸೆರೆ (60, 1068, 268, 1097)
article-body-bihar-top (621, 87, 909, 263)
article-title-birth-anniversary: ರಾಣಿ ಚನ್ನಮ್ಮ, ಮಿರ್ಜಾ ಇಸ್ಮಾಯಿಲ್ ಜನ್ಮ ದಿನ ಆಚರಣೆ (949, 879, 1185, 991)
paragraph: ವಿವಿಧ ಕಾರ್ಯಕ್ರಮಗಳಲ್ಲಿ 70ನೇ ಕನ್ನಡ ರಾಜ್ಯೋತ್ಸವ ಆಚರಣೆ ಸಂದರ್ಭದಲ್ಲಿ ಶಿಕ್ಷಕರಿಗೆ ಸನ್ಮಾನಿಸಲಾಯಿತು. ಶಾಲೆಯ ಅಭಿವೃದ್ಧಿಗೆ ಶ್ರಮಿಸಿದ ಅವರ ಸೇವೆಯನ್ನು ಶ್ಲಾಘಿಸಲಾಯಿತು. (320, 1259, 608, 1358)
divider (320, 763, 608, 765)
paragraph: ಕೇಂದ್ರದ ಗೃಹ ಸಚಿವ ಅಮಿತ್ ಶಾ ಸೇರಿದಂತೆ ಹಲವು ನಾಯಕರು ರೋಡ್ ಶೋ ನಡೆಸಿದರು. ಬಿಹಾರದ ಪ್ರಚಾರ ಕಣದಲ್ಲಿ ಭಾರಿ ಜನಸಂದಣಿ ಕಂಡುಬಂತು. (320, 686, 608, 714)
paragraph: ವಿಜಯಪುರ:4: ಕಟ್ಟುಬಂದ ಕಟ್ಟಿ ಹೇಳ್ಳುಗಿದ್ದು, ಯಾವುದೇ ಒಂದು ಸಂಸ್ಥೆಯಲ್ಲಿ ಅಧಿಕಾರಿಯಾಗಿ ಸೇವೆ ಸಲ್ಲಿಸುವ ಮಹಿಳೆಯರು ತಮ್ಮ ಆರೋಗ್ಯದ ಬಗ್ಗೆ ಕಾಳಜಿ ವಹಿಸಬೇಕು ಎಂದು ಹೇಳಿದರು. (621, 514, 909, 542)
article-title-vaccination-drive: ಕಾಲುಬಾಯಿ ಲಸಿಕಾ ಅಭಿಯಾನಕ್ಕೆ ಪರಂ ಚಾಲನೆ (344, 772, 585, 821)
subhead: ಬುದ್ಧಿ ಕೇಳದ ಅಜಾದಿ: (129, 1219, 199, 1232)
spacer (1225, 534, 1517, 860)
public-notice-box (20, 1517, 308, 1644)
paragraph: ಭೂಕಂಪಮಾಪನ ಕೇಂದ್ರಗಳ ಪ್ರಕಾರ, ಕಂಪನದ ತೀವ್ರತೆ ಕಡಿಮೆ ಇದ್ದರೂ ನಿರಂತರವಾಗಿ ಸಂಭವಿಸುತ್ತಿರುವುದು ಕಳವಳಕಾರಿ. ತಜ್ಞರ ತಂಡ ಭೇಟಿ ನೀಡಿ ಅಧ್ಯಯನ ನಡೆಸಿ ವರದಿ ಸಲ್ಲಿಸಲಿದೆ ಎಂದು ಜಿಲ್ಲಾಡಳಿತ ತಿಳಿಸಿದೆ. (169, 218, 308, 311)
paragraph: ಈ ಸಂದರ್ಭದಲ್ಲಿ ಸಾಧಕ ಮಹಿಳೆಯರನ್ನು ಸನ್ಮಾನಿಸಲಾಯಿತು. ಸಂಘದ ಅಧ್ಯಕ್ಷರಾದ ಡಾ. ಆರ್. ಶ್ರೀಧರ್ ಅವರು ಪ್ರಾಸ್ತಾವಿಕವಾಗಿ ಮಾತನಾಡಿದರು. (1225, 340, 1517, 369)
divider (320, 256, 608, 257)
article-body-girls-health (621, 511, 909, 701)
article-body-weightloss (20, 1418, 308, 1509)
paragraph: ಮಾತನಾಡುತ್ತಿದ್ದರು. (1225, 278, 1287, 290)
list-item: ಚುನಾವಣೆ ಯಶಸ್ವಿ ಕ್ಷೇತ್ರಗಳಲ್ಲಿ ಬಿಗಿ ಭದ್ರತೆ ಪ್ರಮುಖ (624, 356, 909, 372)
masthead-place-en: Sanjevani, Bangalore (105, 15, 213, 28)
article-body-delivery-manager (20, 1106, 308, 1329)
photo-womens-association (921, 628, 1213, 787)
contact-email: contact@sanjevani.com (1435, 33, 1548, 46)
paragraph: ಮಹಿಳೆಯರು ತಮ್ಮ ಕುಟುಂಬ ಹಾಗೂ ಕೆಲಸದ ಒತ್ತಡದ ನಡುವೆ ಆರೋಗ್ಯವನ್ನು ನಿರ್ಲಕ್ಷಿಸುತ್ತಾರೆ. ನಿಯಮಿತವಾಗಿ ಆರೋಗ್ಯ ತಪಾಸಣೆ ಮಾಡಿಸಿಕೊಳ್ಳಬೇಕು ಎಂದು ಸಲಹೆ ನೀಡಿದರು. (621, 552, 909, 597)
masthead (20, 14, 1548, 58)
paragraph: ಈ ಸಂದರ್ಭದಲ್ಲಿ ದೇವಾಲಯ ಸಮಿತಿಯ ಪದಾಧಿಕಾರಿಗಳು, ಗ್ರಾಮಸ್ಥರು ಹಾಗೂ ಭಕ್ತರು ಹಾಜರಿದ್ದರು. (1122, 526, 1213, 587)
photo-teacher-felicitation (320, 1370, 608, 1492)
masthead-date-block: ಬೆಂಗಳೂರು | Sanjevani, Bangalore ಮಂಗಳವಾರ 4 ನವೆಂಬರ್ 2025 | Tuesday 4 November 2025 (47, 15, 323, 46)
article-body-earthquake (20, 121, 308, 346)
article-body-supermoon (20, 404, 308, 469)
article-body-health-continued (1225, 276, 1517, 528)
paragraph: ಸೂಪರ್ ಮೂನ್ ಎಂಬುದಕ್ಕೆ ದೂರದರ್ಶಕ ಅಥವಾ ಯಾವುದೇ ವಿಶೇಷ ಉಪಕರಣಗಳ ಅಗತ್ಯವಿಲ್ಲ. ಇದು ಕೇವಲ ಸೂಪರ್ ಮೂನ್ ಅಲ್ಲ, ಬದಲಾಗಿ ಹುಣ್ಣಿಮೆಯ ವಿಶೇಷ ದೃಶ್ಯ. (169, 405, 308, 466)
paragraph: ಮಹಿಳಾ ಸಬಲೀಕರಣಕ್ಕೆ ಸಂಘ ಕೈಗೊಂಡಿರುವ ಹಲವಾರು ಯೋಜನೆಗಳ ಕುರಿತು ವಿವರಿಸಿದರು. ವಿವಿಧ ಸ್ಪರ್ಧೆಗಳಲ್ಲಿ ವಿಜೇತರಾದವರಿಗೆ ಬಹುಮಾನ ವಿತರಿಸಲಾಯಿತು. (1225, 379, 1517, 407)
column-2 (320, 87, 608, 1644)
paragraph: ವಿಧಾನಸಭಾ ಚುನಾವಣೆಯ ಮೊದಲ ಹಂತದ ಪ್ರಚಾರದ ಕೊನೆಯ ದಿನದಂದು, ಎಲ್ಲ ರಾಜಕೀಯ ಪಕ್ಷಗಳ ನಾಯಕರು ಭರ್ಜರಿ ಪ್ರಚಾರ ನಡೆಸಿದರು. ಜೆಪಿ ನಡ್ಡಾ, ರಾಹುಲ್ ಗಾಂಧಿ, ತೇಜಸ್ವಿ ಯಾದವ್ ಸೇರಿದಂತೆ ಪ್ರಮುಖರು ಪ್ರಚಾರ ಕಣದಲ್ಲಿದ್ದರು. (320, 392, 608, 436)
logo-text-left: ಸಂಜೆ (767, 15, 819, 49)
paragraph: ದಂತೆ ಆದೇಶಿಸಿ ಎತ್ತಿಗೆ ನೀಡಿದ್ದರು. ಆದ್ಯ ಕಿರಿಹಳ್ಳಿ ಚುಟ್ಟಿ ಹಿಸ್ಟ್ರಿ ಆತನ ಅಕೌಂಟ್ ಶೀಟ್ ಮಾಡಿದ್ದರು. ಗಡಿ. ಒಳಗೆ ಮೊದಲ ಪ್ರಕರಣದ ಬೆಳಕಿಗೆ ಬಂದ ಮೇಲೆ ಆರೋಪಿಯನ್ನು ಬಂಧಿಸಲಾಗಿದೆ. (20, 1108, 308, 1153)
divider (20, 476, 308, 477)
page-grid (20, 87, 1548, 1644)
article-title-voter-roll: ಮತಪಟ್ಟಿ ಪರಿಷ್ಕರಣೆ ಆರಂಭ (21, 718, 306, 754)
section-pill: ಒಂದೇ ಮಾಟದಿಂದ (399, 61, 497, 79)
